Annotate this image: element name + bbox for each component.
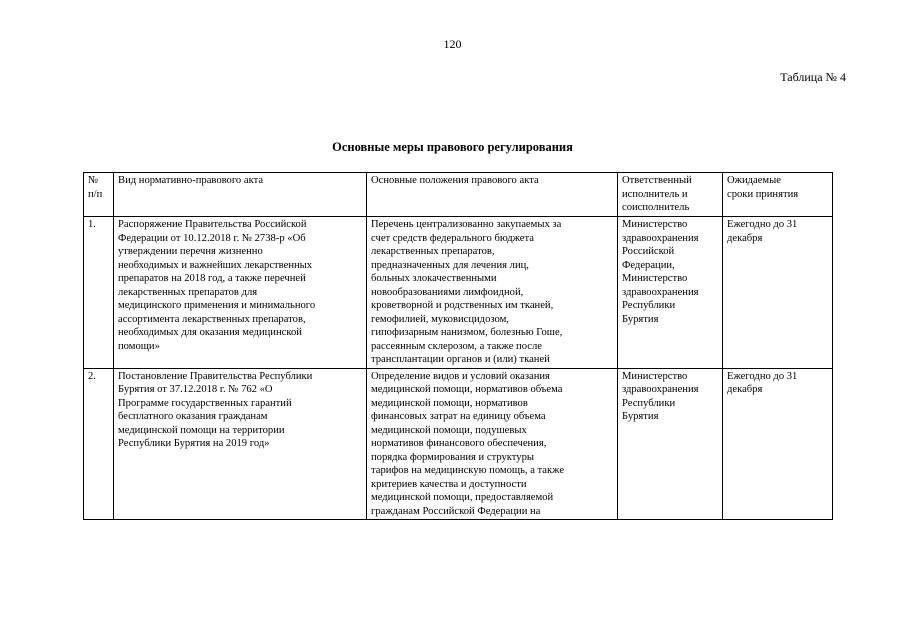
cell-line: лекарственных препаратов, <box>371 246 495 257</box>
cell-line: здравоохранения <box>622 232 699 244</box>
cell-line: Ежегодно до 31 <box>727 370 798 382</box>
cell-line: рассеянным склерозом, а также после <box>371 340 542 352</box>
cell-line: препаратов на 2018 год, а также перечней <box>118 273 306 284</box>
cell-line: Республики <box>622 397 676 409</box>
cell-line: соисполнитель <box>622 202 690 213</box>
cell-line: ассортимента лекарственных препаратов, <box>118 313 306 325</box>
table-label: Таблица № 4 <box>780 70 846 84</box>
cell-line: Бурятия от 37.12.2018 г. № 762 «О <box>118 384 273 395</box>
header-provisions <box>367 173 618 217</box>
cell-line: помощи» <box>118 340 160 352</box>
table-row <box>84 368 833 520</box>
row-deadline <box>723 368 833 520</box>
cell-line: счет средств федерального бюджета <box>371 232 534 244</box>
cell-line: необходимых и важнейших лекарственных <box>118 259 313 271</box>
header-responsible <box>618 173 723 217</box>
cell-line: порядка формирования и структуры <box>371 451 534 463</box>
cell-line: утверждении перечня жизненно <box>118 246 263 257</box>
header-num <box>84 173 114 217</box>
row-num: 2. <box>84 368 114 520</box>
cell-line: Республики Бурятия на 2019 год» <box>118 438 270 449</box>
cell-line: медицинской помощи, предоставляемой <box>371 492 554 503</box>
cell-line: исполнитель и <box>622 188 688 200</box>
cell-line: Распоряжение Правительства Российской <box>118 219 307 230</box>
row-act <box>114 217 367 369</box>
cell-line: больных злокачественными <box>371 273 497 284</box>
cell-line: Вид нормативно-правового акта <box>118 175 264 186</box>
cell-line: Программе государственных гарантий <box>118 397 292 409</box>
row-responsible <box>618 217 723 369</box>
cell-line: медицинской помощи, нормативов <box>371 397 528 409</box>
header-act <box>114 173 367 217</box>
cell-line: трансплантации органов и (или) тканей <box>371 354 550 365</box>
cell-line: Ответственный <box>622 175 692 186</box>
cell-line: декабря <box>727 384 763 395</box>
cell-line: здравоохранения <box>622 286 699 298</box>
legal-measures-table <box>83 172 833 520</box>
row-responsible <box>618 368 723 520</box>
cell-line: Министерство <box>622 273 688 284</box>
cell-line: Федерации, <box>622 259 675 271</box>
cell-line: медицинского применения и минимального <box>118 300 316 311</box>
cell-line: Бурятия <box>622 411 659 422</box>
cell-line: медицинской помощи, нормативов объема <box>371 384 563 395</box>
cell-line: гипофизарным нанизмом, болезнью Гоше, <box>371 327 563 338</box>
document-title: Основные меры правового регулирования <box>332 140 573 154</box>
cell-line: Министерство <box>622 370 688 382</box>
row-deadline <box>723 217 833 369</box>
cell-line: критериев качества и доступности <box>371 478 527 490</box>
cell-line: лекарственных препаратов для <box>118 286 258 298</box>
cell-line: медицинской помощи, подушевых <box>371 424 527 436</box>
row-provisions <box>367 217 618 369</box>
cell-line: п/п <box>88 188 103 200</box>
cell-line: гражданам Российской Федерации на <box>371 505 541 517</box>
cell-line: декабря <box>727 232 763 244</box>
cell-line: Определение видов и условий оказания <box>371 370 550 382</box>
cell-line: гемофилией, муковисцидозом, <box>371 313 509 325</box>
row-provisions <box>367 368 618 520</box>
cell-line: нормативов финансового обеспечения, <box>371 438 547 449</box>
cell-line: медицинской помощи на территории <box>118 424 285 436</box>
table-row <box>84 217 833 369</box>
cell-line: бесплатного оказания гражданам <box>118 411 268 422</box>
cell-line: новообразованиями лимфоидной, <box>371 286 524 298</box>
cell-line: Постановление Правительства Республики <box>118 370 313 382</box>
cell-line: Российской <box>622 246 675 257</box>
cell-line: финансовых затрат на единицу объема <box>371 411 546 422</box>
cell-line: Федерации от 10.12.2018 г. № 2738-р «Об <box>118 232 306 244</box>
cell-line: предназначенных для лечения лиц, <box>371 259 529 271</box>
cell-line: Ожидаемые <box>727 175 781 186</box>
header-deadline <box>723 173 833 217</box>
cell-line: необходимых для оказания медицинской <box>118 327 302 338</box>
cell-line: тарифов на медицинскую помощь, а также <box>371 465 565 476</box>
cell-line: кроветворной и родственных им тканей, <box>371 300 554 311</box>
row-act <box>114 368 367 520</box>
cell-line: Республики <box>622 300 676 311</box>
cell-line: Ежегодно до 31 <box>727 219 798 230</box>
cell-line: Бурятия <box>622 313 659 325</box>
cell-line: сроки принятия <box>727 188 799 200</box>
table-header-row <box>84 173 833 217</box>
row-num: 1. <box>84 217 114 369</box>
cell-line: Основные положения правового акта <box>371 175 539 186</box>
cell-line: Министерство <box>622 219 688 230</box>
cell-line: здравоохранения <box>622 384 699 395</box>
cell-line: Перечень централизованно закупаемых за <box>371 219 562 230</box>
cell-line: № <box>88 175 99 186</box>
page-number: 120 <box>443 37 462 51</box>
